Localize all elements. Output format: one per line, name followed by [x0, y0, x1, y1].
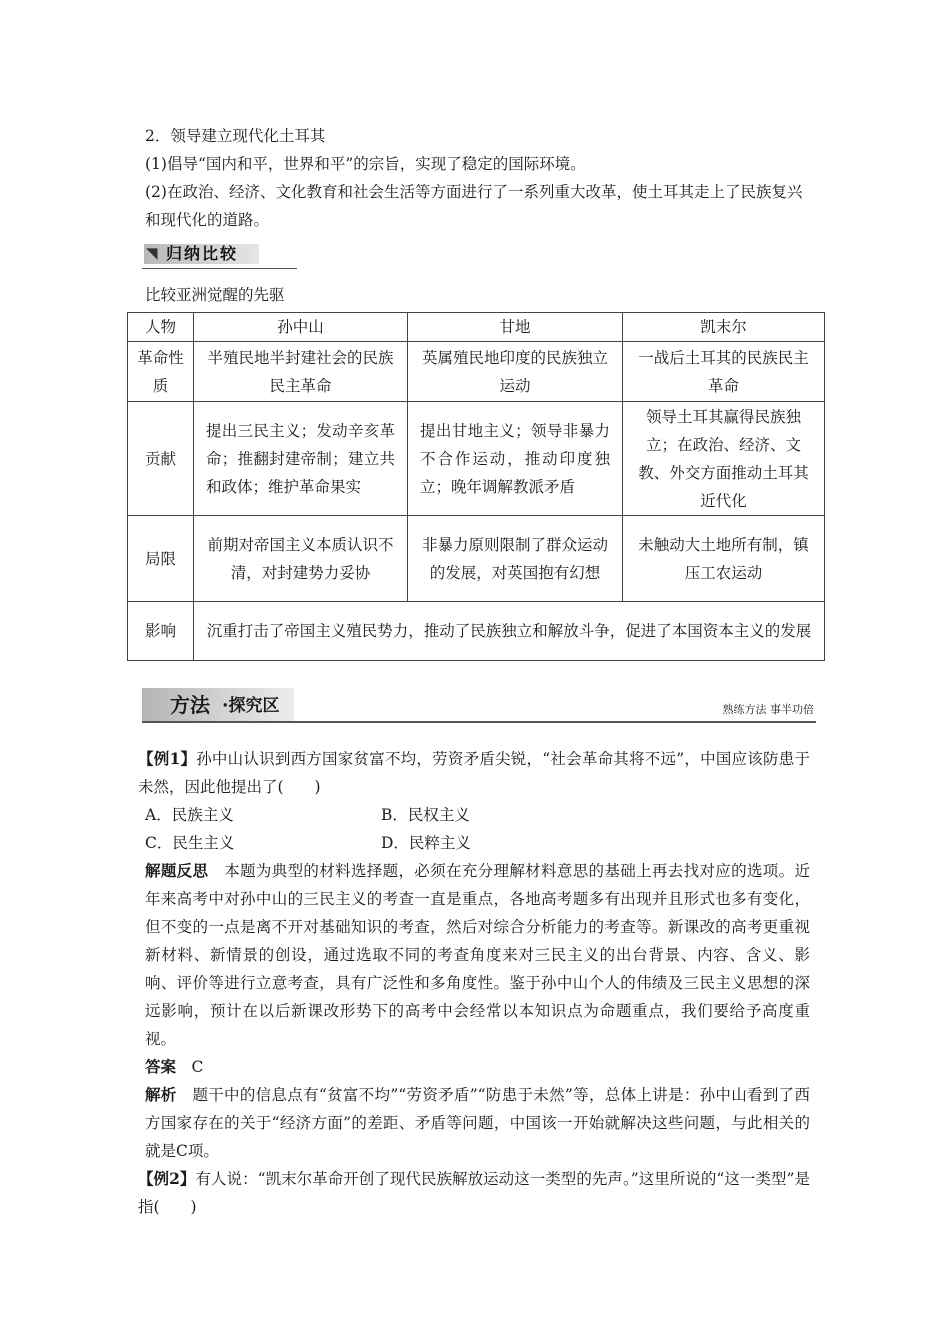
method-subtitle: ·探究区 [222, 696, 280, 716]
table-caption: 比较亚洲觉醒的先驱 [145, 286, 285, 304]
table-cell: 非暴力原则限制了群众运动的发展，对英国抱有幻想 [408, 516, 623, 602]
reflection-paragraph [145, 857, 810, 1053]
table-row [128, 402, 825, 516]
table-header-cell: 人物 [128, 313, 194, 342]
answer-label: 答案 [145, 1057, 177, 1076]
example-1-question [138, 745, 810, 801]
table-cell: 提出甘地主义；领导非暴力不合作运动，推动印度独立；晚年调解教派矛盾 [408, 402, 623, 516]
paragraph-1: (1)倡导“国内和平，世界和平”的宗旨，实现了稳定的国际环境。 [145, 155, 586, 173]
option-d: D．民粹主义 [381, 834, 471, 852]
analysis-label: 解析 [145, 1085, 177, 1104]
table-cell: 一战后土耳其的民族民主革命 [623, 342, 825, 402]
table-row [128, 602, 825, 661]
table-cell-merged: 沉重打击了帝国主义殖民势力，推动了民族独立和解放斗争，促进了本国资本主义的发展 [194, 602, 825, 661]
table-row [128, 516, 825, 602]
analysis-text: 题干中的信息点有“贫富不均”“劳资矛盾”“防患于未然”等，总体上讲是：孙中山看到了西方国家存在的关于“经济方面”的差距、矛盾等问题，中国该一开始就解决这些问题，与此相关的就是C项。 [145, 1086, 810, 1160]
table-cell: 前期对帝国主义本质认识不清，对封建势力妥协 [194, 516, 408, 602]
example-2-text: 有人说：“凯末尔革命开创了现代民族解放运动这一类型的先声。”这里所说的“这一类型”是指( ) [138, 1170, 810, 1216]
method-title: 方法 [170, 693, 210, 717]
option-c: C．民生主义 [145, 834, 235, 852]
row-label: 影响 [128, 602, 194, 661]
summary-label: 归纳比较 [166, 244, 239, 263]
table-header-row [128, 313, 825, 342]
table-cell: 领导土耳其赢得民族独立；在政治、经济、文教、外交方面推动土耳其近代化 [623, 402, 825, 516]
example-2-tag: 【例2】 [138, 1169, 196, 1188]
table-cell: 英属殖民地印度的民族独立运动 [408, 342, 623, 402]
option-a: A．民族主义 [145, 806, 234, 824]
example-1-text: 孙中山认识到西方国家贫富不均，劳资矛盾尖锐，“社会革命其将不远”，中国应该防患于未然，因此他提出了( ) [138, 750, 810, 796]
summary-section-header [142, 242, 297, 269]
comparison-table [127, 312, 825, 661]
table-row [128, 342, 825, 402]
paragraph-2: (2)在政治、经济、文化教育和社会生活等方面进行了一系列重大改革，使土耳其走上了民族复兴和现代化的道路。 [145, 183, 803, 229]
row-label: 革命性质 [128, 342, 194, 402]
table-cell: 半殖民地半封建社会的民族民主革命 [194, 342, 408, 402]
row-label: 贡献 [128, 402, 194, 516]
answer-line [145, 1053, 810, 1081]
table-header-cell: 凯末尔 [623, 313, 825, 342]
section-heading: 2．领导建立现代化土耳其 [145, 127, 326, 145]
table-header-cell: 孙中山 [194, 313, 408, 342]
reflection-label: 解题反思 [145, 861, 209, 880]
table-header-cell: 甘地 [408, 313, 623, 342]
option-b: B．民权主义 [381, 806, 470, 824]
table-cell: 提出三民主义；发动辛亥革命；推翻封建帝制；建立共和政体；维护革命果实 [194, 402, 408, 516]
method-slogan: 熟练方法 事半功倍 [722, 703, 814, 716]
example-2-question [138, 1165, 810, 1221]
method-section-header [142, 688, 816, 722]
row-label: 局限 [128, 516, 194, 602]
table-cell: 未触动大土地所有制，镇压工农运动 [623, 516, 825, 602]
example-1-tag: 【例1】 [138, 749, 197, 768]
reflection-text: 本题为典型的材料选择题，必须在充分理解材料意思的基础上再去找对应的选项。近年来高考中对孙中山的三民主义的考查一直是重点，各地高考题多有出现并且形式也多有变化，但不变的一点是离不开对基础知识的考查，然后对综合分析能力的考查等。新课改的高考更重视新材料、新情景的创设，通过选取不同的考查角度来对三民主义的出台背景、内容、含义、影响、评价等进行立意考查，具有广泛性和多角度性。鉴于孙中山个人的伟绩及三民主义思想的深远影响，预计在以后新课改形势下的高考中会经常以本知识点为命题重点，我们要给予高度重视。 [145, 862, 810, 1048]
answer-value: C [191, 1058, 204, 1076]
analysis-paragraph [145, 1081, 810, 1165]
diagonal-mark-icon: ◥ [146, 244, 158, 262]
